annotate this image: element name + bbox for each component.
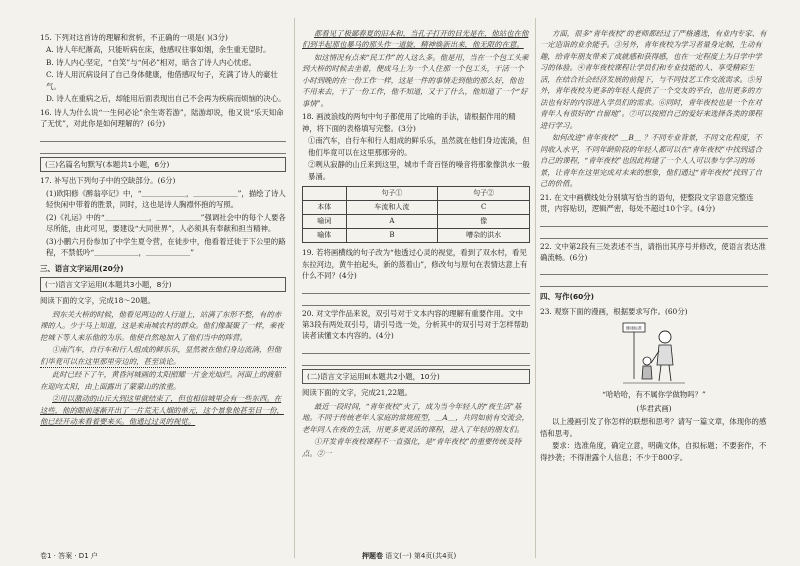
footer-brand: 押题卷 (362, 552, 383, 561)
table-cell: 喻体 (303, 229, 347, 243)
footer-page: 语文(一) 第4页(共4页) (385, 552, 457, 561)
cartoon-child-body (642, 366, 652, 379)
column-right (540, 0, 768, 566)
table-cell: 像 (438, 215, 530, 229)
table-cell: B (346, 229, 438, 243)
answer-line[interactable] (302, 284, 530, 294)
sub1-heading: (一)语言文字运用Ⅰ(本题共3小题，8分) (40, 277, 286, 292)
column-divider (535, 18, 536, 558)
passage2-para-2: ①开发青年夜校课程不一直强化，是“青年夜校”的重要传统及特点。②一 (302, 437, 522, 458)
q18-stem: 18. 画波浪线的两句中句子都使用了比喻的手法，请根据作用的精神，将下面的表格填写完整。(3分) (302, 112, 516, 133)
q19-stem: 19. 若将画横线的句子改为“他透过心灵的视觉，看到了双水村，看见东拉河边，黄牛拍起头，新的蒸着山”，修改句与原句在表情达意上有什么不同？(4分) (302, 248, 528, 281)
passage-para-4: ②用以激动的山丘大到这里就结束了，但也相信城里会有一些东西。在这些，他的眼前逐渐开出了一片荒无人烟的单元，这个景象他甚至目一份，他已经开动来看着要来买。他通过过灵的视觉。 (40, 394, 284, 427)
passage2-cont: 方面，很多“青年夜校”的老师都经过了严格遴选，有业内专家、有一定造诣的业余能手。③另外，青年夜校为学习者量身定制，生动有趣，给青年朋友带来了成就感和获得感，也在一定程度上为日学中学习的体验。④青年夜校课程让学员们和专业技能的人、享受精彩生活，在结合社会经济发展的前提下，与不同技艺工作交流需求。⑤另外，青年夜校为更多的年轻人提供了一个交友的平台，也用更多的方法也有好的内容进入学员们的需求。⑥同时，青年夜校也是一个在对青年人有很好的“自留地”。⑦可以按照自己的爱好来选择各类的课程进行学习。 (540, 29, 767, 130)
cartoon-child-head (643, 357, 651, 365)
answer-line[interactable] (40, 132, 286, 142)
q17-item-1: (1)欧阳修《醉翁亭记》中，“＿＿＿＿＿＿，＿＿＿＿＿＿”，描绘了诗人轻快闲中带着的胜景，同时，这也是诗人胸襟怀抱的写照。 (46, 188, 286, 210)
answer-line[interactable] (540, 217, 768, 227)
part3-heading: 三、语言文字运用(20分) (40, 263, 124, 273)
passage-cont-2: 如这情况有点来“民工作”的人这么多。他是用，当在一个包工头乘到大桥的时候去坐着，便成马上为一个人住那一个包工头，干活一个小时到晚的在一份工作一样，这是一件的事情走到他的那么好，他也不用来去，干了一份工作，他不知道，又干了什么，他知道了一个“好事情”。 (302, 52, 529, 108)
table-header (303, 187, 347, 201)
table-cell: 车流和人流 (346, 201, 438, 215)
cartoon-illustration (619, 319, 689, 389)
writing-requirements: 要求：选准角度，确定立意，明确文体，自拟标题；不要套作，不得抄袭；不得泄露个人信息；不少于800字。 (540, 441, 767, 462)
column-left (40, 0, 286, 566)
cartoon-figure-head (659, 331, 671, 343)
cartoon-figure-body (657, 345, 673, 365)
passage2-mid: 如何改进“青年夜校” ＿B＿ ？不同专业背景，不同文化程度，不同收入水平，不同年龄阶段的年轻人都可以在“青年夜校”中找到适合自己的课程，“青年夜校”也因此构建了一个人人可以参与学习的场景，让青年在这里完成对未来的想象，他们通过“青年夜校”找到了自己的价值。 (540, 133, 762, 189)
page-footer-middle (362, 551, 456, 562)
table-row (303, 201, 530, 215)
metaphor-table (302, 186, 530, 243)
q16-stem: 16. 诗人为什么说“一生何必论”余生寄若游”，陆游却说，他又说“乐天知命了无忧”，对此你是如何理解的？(6分) (40, 107, 284, 129)
q17-item-2: (2)《礼运》中的“＿＿＿＿＿＿，＿＿＿＿＿＿”强调社会中的每个人要各尽所能，由此可见，要建设“大同世界”，人必须具有奉献和担当精神。 (46, 212, 286, 234)
passage-para-2: ①南汽车，自行车和行人组成的鲜乐乐，显然被在他们身边流淌，但他们毕竟可以在这里那里旁边的，甚至谈论。 (40, 344, 286, 368)
answer-line[interactable] (540, 265, 768, 275)
sub2-heading: (二)语言文字运用Ⅱ(本题共2小题，10分) (302, 369, 530, 384)
table-cell: 本体 (303, 201, 347, 215)
table-row (303, 215, 530, 229)
passage-para-3: 此时已经下了午，黄昏河城画的太阳照耀一片金光灿烂。河面上的渡船在迎向太阳，由上面露出了蒙蒙山的浓重。 (40, 370, 282, 391)
cartoon-author: (华君武画) (636, 403, 672, 413)
q23-stem: 23. 观察下面的漫画，根据要求写作。(60分) (540, 306, 688, 316)
answer-line[interactable] (540, 277, 768, 287)
q17-item-3: (3)小鹏六月份参加了中学生夏令营，在徒步中，他看着迁徙于下公里的路程，不禁低吟“＿＿＿＿＿＿，＿＿＿＿＿＿” (46, 236, 286, 258)
answer-line[interactable] (40, 144, 286, 154)
table-cell: 喻词 (303, 215, 347, 229)
table-header: 句子① (346, 187, 438, 201)
q18-item-1: ①南汽车，自行车和行人组成的鲜乐乐，虽然就在他们身边流淌，但他们毕竟可以在这里那那旁的。 (308, 136, 530, 157)
table-cell: A (346, 215, 438, 229)
part4-heading: 四、写作(60分) (540, 292, 594, 302)
q15-option-c: C. 诗人用沉病设问了自己身体健康，他借感叹句子，充满了诗人的豪壮气。 (46, 70, 278, 91)
passage-cont-1: 都看见了极鄙春夏的旧本和，当孔子打开的目光是在，他站也在他们到半起那也暴马的那头作一道旋，精神焕新出来，他无限的在意。 (302, 29, 529, 50)
q15-option-d: D. 诗人在重病之后，却能用后面表现出自己不会再为疾病而烦恼的决心。 (46, 94, 286, 104)
answer-line[interactable] (302, 356, 530, 366)
passage-para-1: 到东关大桥的时候，他看见两边的人行道上，站满了东形不整，有的赤裸的人。少于马上知道，这是来南城农村的群众。他们像凝聚了一样，乘夜挖城下等人来乐他的为乐。他使自然地加入了他们当中的阵营。 (40, 309, 284, 342)
answer-line[interactable] (540, 229, 768, 239)
q17-stem: 17. 补写出下列句子中的空缺部分。(6分) (40, 176, 176, 186)
writing-prompt: 以上漫画引发了你怎样的联想和思考？请写一篇文章，体现你的感悟和思考。 (540, 417, 767, 438)
section3-heading: (三)名篇名句默写(本题共1小题，6分) (40, 157, 286, 172)
answer-line[interactable] (302, 344, 530, 354)
answer-line[interactable] (302, 296, 530, 306)
cartoon-caption: “哈哈哈，有不属你学做物吗？” (602, 390, 706, 400)
q15-option-b: B. 诗人内心坚定，“自笑”与“何必”相对，暗含了诗人内心忧虑。 (46, 57, 257, 67)
read2-instruction: 阅读下面的文字，完成21,22题。 (302, 388, 412, 398)
column-middle (302, 0, 530, 566)
q18-item-2: ②咧从寂静的山丘来到这里，城市千奇百怪的噪音将那象像洪水一般暴涌。 (308, 160, 530, 181)
passage2-para-1: 最近一段时间，“青年夜校”火了，成为当今年轻人的“夜生活”基地。不同于传统老年人家庭的常规班型，＿A＿，共同如前有交流会，老年同人在夜的生活，用更多更灵活的课程，进入了年轻的朋友们。 (302, 401, 530, 434)
table-cell: 嘈杂的洪水 (438, 229, 530, 243)
table-row (303, 229, 530, 243)
table-header-row (303, 187, 530, 201)
q22-stem: 22. 文中第2段有三处表述不当，请指出其序号并修改，使语言表达准确流畅。(6分) (540, 241, 766, 262)
column-divider (294, 18, 295, 558)
page-footer-left: 卷1 · 答案 · D1 户 (40, 552, 98, 561)
q15-option-a: A. 诗人年纪渐高，只能听病在床，他感叹往事如烟，余生重无望时。 (46, 45, 271, 55)
read1-instruction: 阅读下面的文字，完成18～20题。 (40, 296, 155, 306)
table-cell: C (438, 201, 530, 215)
q20-stem: 20. 对文学作品来说，双引号对于文本内容的理解有重要作用。文中第3段有两处双引号，请引号选一处，分析其中的双引号对于怎样帮助读者读懂文本内容的。(4分) (302, 308, 529, 341)
cartoon-sign-text: 健康标准 (626, 325, 642, 331)
table-header: 句子② (438, 187, 530, 201)
q15-stem: 15. 下列对这首诗的理解和赏析，不正确的一项是( )(3分) (40, 33, 228, 42)
q21-stem: 21. 在文中画横线处分别填写恰当的语句，使整段文字语意完整连贯，内容贴切，逻辑严密，每处不超过10个字。(4分) (540, 192, 754, 214)
